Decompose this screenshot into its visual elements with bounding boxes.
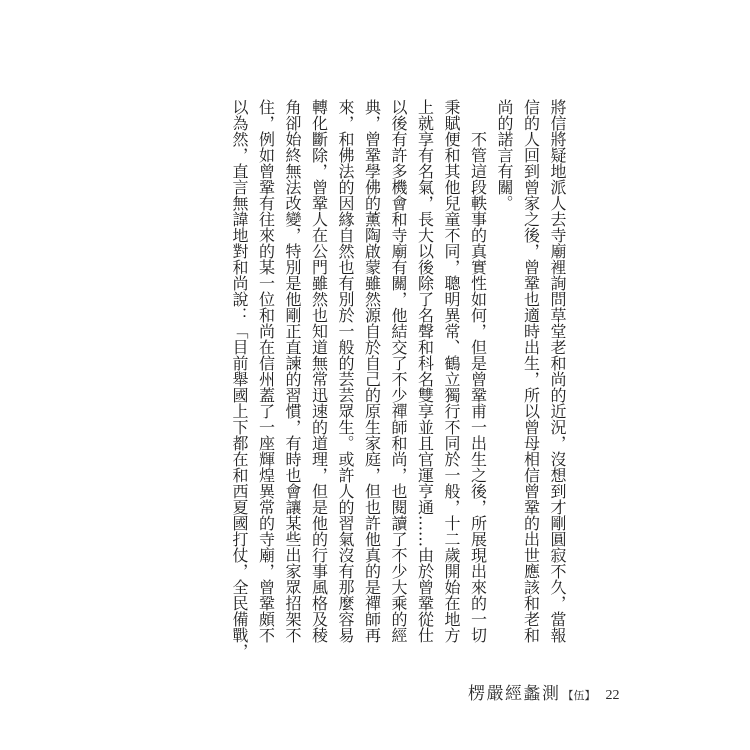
text-column-9: 來，和佛法的因緣自然也有別於一般的芸芸眾生。或許人的習氣沒有那麼容易: [336, 99, 355, 643]
text-column-1: 將信將疑地派人去寺廟裡詢問草堂老和尚的近況，沒想到才剛圓寂不久，當報: [548, 99, 567, 643]
text-column-11: 角卻始終無法改變，特別是他剛正直諫的習慣，有時也會讓某些出家眾招架不: [283, 99, 302, 643]
text-column-12: 住，例如曾鞏有往來的某一位和尚在信州蓋了一座輝煌異常的寺廟，曾鞏頗不: [256, 99, 276, 643]
body-text: [226, 99, 571, 661]
text-column-10: 轉化斷除，曾鞏人在公門雖然也知道無常迅速的道理，但是他的行事風格及稜: [309, 99, 329, 643]
running-title: 楞嚴經蠡測: [468, 684, 561, 704]
text-column-3: 尚的諾言有關。: [495, 99, 514, 211]
volume-label: 【伍】: [562, 689, 596, 702]
text-column-6: 上就享有名氣，長大以後除了名聲和科名雙享並且官運亨通……由於曾鞏從仕: [415, 99, 435, 643]
page-footer: [468, 679, 620, 704]
text-column-4: 不管這段軼事的真實性如何，但是曾鞏甫一出生之後，所展現出來的一切: [468, 131, 488, 643]
text-column-7: 以後有許多機會和寺廟有關，他結交了不少禪師和尚，也閱讀了不少大乘的經: [389, 99, 408, 643]
text-column-13: 以為然，直言無諱地對和尚說：「目前舉國上下都在和西夏國打仗，全民備戰，: [230, 99, 249, 659]
text-column-2: 信的人回到曾家之後，曾鞏也適時出生，所以曾母相信曾鞏的出世應該和老和: [521, 99, 541, 643]
text-column-8: 典，曾鞏學佛的薰陶啟蒙雖然源自於自己的原生家庭，但也許他真的是禪師再: [362, 99, 382, 643]
text-column-5: 秉賦便和其他兒童不同，聰明異常、鶴立獨行不同於一般，十二歲開始在地方: [442, 99, 461, 643]
page-number: 22: [605, 688, 620, 703]
